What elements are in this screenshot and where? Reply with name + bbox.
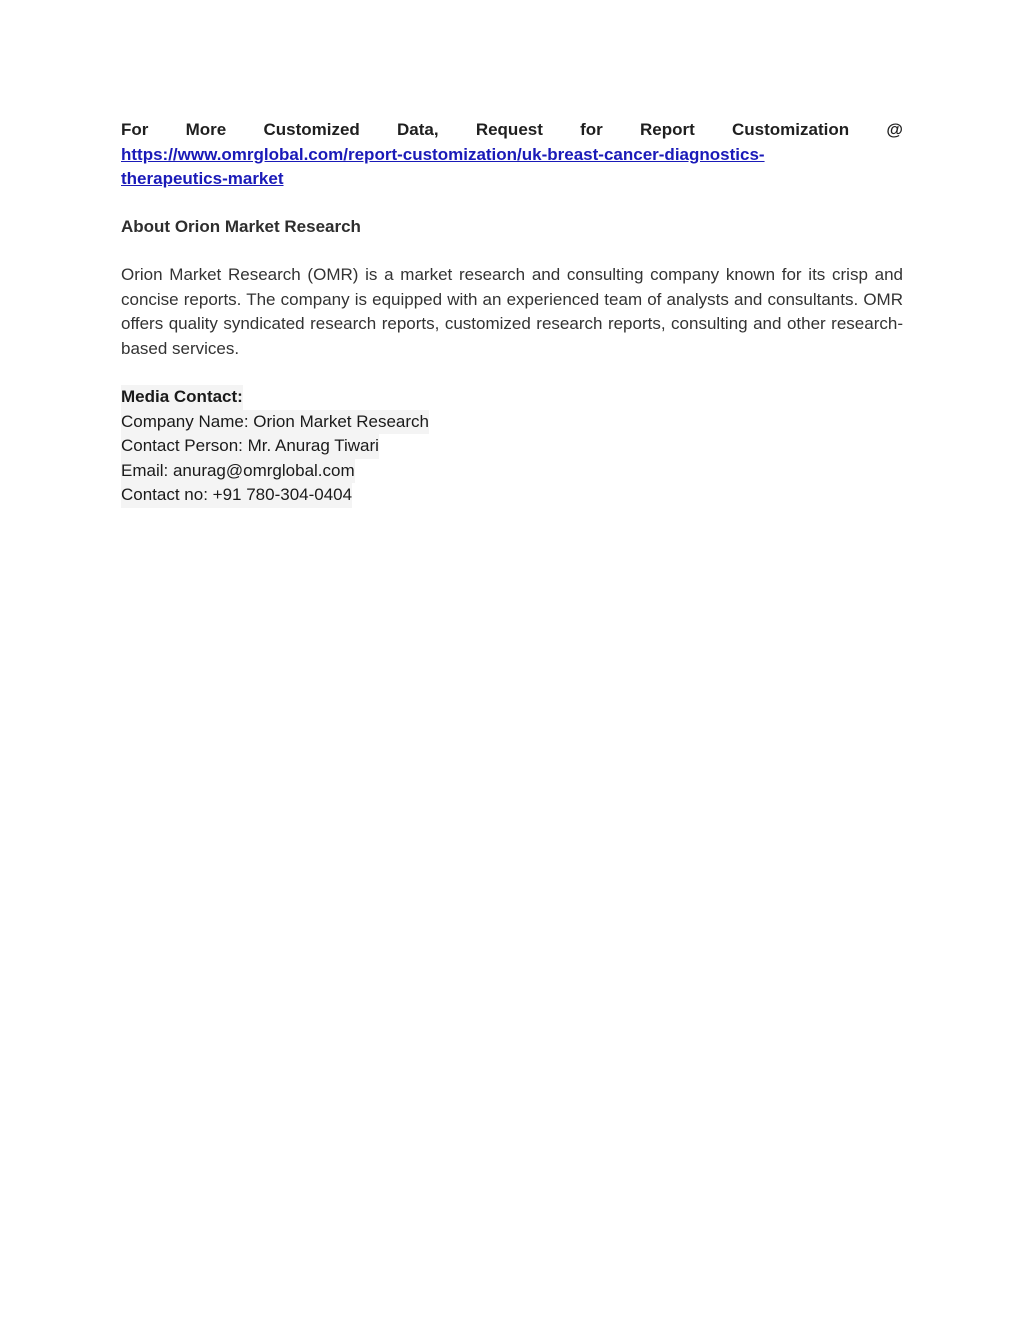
- cta-word: For: [121, 120, 149, 139]
- document-page: [121, 118, 903, 508]
- cta-word: Customization: [732, 120, 850, 139]
- about-heading: About Orion Market Research: [121, 216, 361, 236]
- report-customization-link[interactable]: [121, 143, 903, 192]
- cta-word: Data,: [397, 120, 439, 139]
- company-name: Company Name: Orion Market Research: [121, 410, 429, 435]
- link-text-line2: therapeutics-market: [121, 169, 284, 188]
- link-text-line1: https://www.omrglobal.com/report-customization/uk-breast-cancer-diagnostics-: [121, 144, 765, 164]
- cta-word: @: [886, 120, 903, 139]
- media-contact-block: [121, 385, 903, 508]
- cta-text-line: [121, 118, 903, 143]
- contact-phone: Contact no: +91 780-304-0404: [121, 483, 352, 508]
- cta-word: Customized: [263, 120, 360, 139]
- customization-request: [121, 118, 903, 192]
- contact-email: Email: anurag@omrglobal.com: [121, 459, 355, 484]
- media-contact-heading: Media Contact:: [121, 385, 243, 410]
- contact-person: Contact Person: Mr. Anurag Tiwari: [121, 434, 379, 459]
- about-paragraph: Orion Market Research (OMR) is a market research and consulting company known for its crisp and concise reports. The company is equipped with an experienced team of analysts and consultants. OMR offers quality syndicated research reports, customized research reports, consulting and other research-based services.: [121, 265, 903, 358]
- cta-word: for: [580, 120, 603, 139]
- cta-word: Request: [475, 120, 543, 139]
- cta-word: Report: [640, 120, 695, 139]
- cta-word: More: [185, 120, 227, 139]
